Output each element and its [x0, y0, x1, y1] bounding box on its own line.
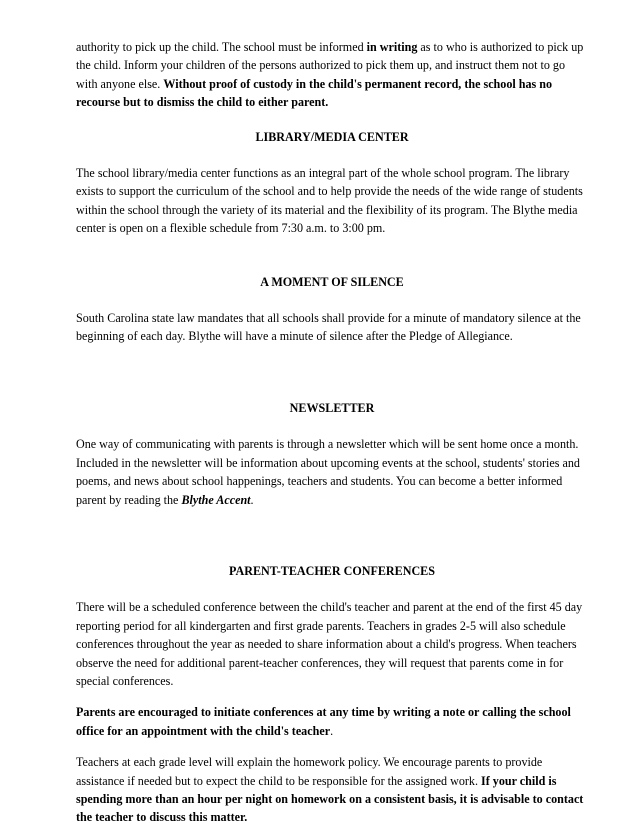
homework-text: Teachers at each grade level will explain the homework policy. We encourage parents to provide assistance if needed but to expect the child to be responsible for the assigned work.: [76, 755, 543, 788]
custody-paragraph: [76, 38, 588, 112]
custody-text-1: authority to pick up the child. The school must be informed: [76, 40, 367, 54]
newsletter-heading: NEWSLETTER: [289, 400, 375, 415]
library-paragraph: The school library/media center functions as an integral part of the whole school program. The library exists to support the curriculum of the school and to help provide the needs of the wide range of students within the school through the variety of its material and the flexibility of its program. The Blythe media center is open on a flexible schedule from 7:30 a.m. to 3:00 pm.: [76, 166, 583, 236]
conferences-paragraph-1: There will be a scheduled conference between the child's teacher and parent at the end of the first 45 day reporting period for all kindergarten and first grade parents. Teachers in grades 2-5 will also schedule conferences throughout the year as needed to share information about a child's progress. When teachers observe the need for additional parent-teacher conferences, they will request that parents come in for special conferences.: [76, 600, 583, 688]
conferences-paragraph-2: [76, 703, 588, 740]
custody-text-2: as to who is authorized to pick up the child. Inform your children of the persons authorized to pick them up, and instruct them not to go with anyone else.: [76, 40, 584, 91]
homework-emphasis: If your child is spending more than an hour per night on homework on a consistent basis, it is advisable to contact the teacher to discuss this matter.: [76, 773, 584, 825]
custody-emphasis-writing: in writing: [366, 40, 418, 54]
document-page: [76, 38, 588, 827]
homework-paragraph: [76, 753, 588, 827]
conferences-paragraph-2-end: .: [330, 723, 334, 738]
newsletter-end: .: [250, 492, 254, 507]
newsletter-title: Blythe Accent: [181, 492, 251, 507]
library-heading: LIBRARY/MEDIA CENTER: [255, 129, 409, 144]
newsletter-paragraph: [76, 435, 588, 509]
conferences-encouragement: Parents are encouraged to initiate conferences at any time by writing a note or calling the school office for an appointment with the child's teacher: [76, 705, 571, 738]
silence-paragraph: South Carolina state law mandates that all schools shall provide for a minute of mandatory silence at the beginning of each day. Blythe will have a minute of silence after the Pledge of Allegiance.: [76, 311, 581, 344]
conferences-heading: PARENT-TEACHER CONFERENCES: [229, 563, 435, 578]
newsletter-text: One way of communicating with parents is through a newsletter which will be sent home once a month. Included in the newsletter will be information about upcoming events at the school, students' stories and poems, and news about school happenings, teachers and students. You can become a better informed parent by reading the: [76, 437, 580, 507]
silence-heading: A MOMENT OF SILENCE: [260, 274, 404, 289]
custody-emphasis-proof: Without proof of custody in the child's permanent record, the school has no recourse but to dismiss the child to either parent.: [76, 76, 553, 110]
